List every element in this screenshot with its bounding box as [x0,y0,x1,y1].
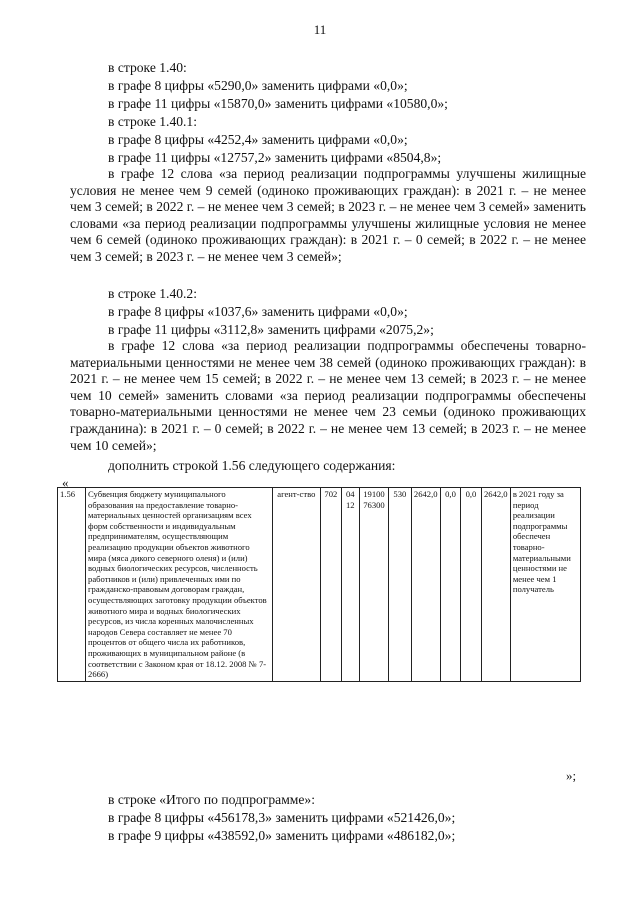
paragraph: в графе 8 цифры «5290,0» заменить цифрами «0,0»; [108,78,408,93]
cell-2022: 0,0 [440,488,460,682]
cell-executor: агент-ство [272,488,321,682]
cell-2021: 2642,0 [411,488,440,682]
paragraph: в строке 1.40: [108,60,187,75]
paragraph: в графе 12 слова «за период реализации подпрограммы улучшены жилищные условия не менее чем 9 семей (одиноко проживающих граждан): в 2021 г. – не менее чем 3 семей; в 2022 г. – не менее чем 3 семей; в 2023 г. – не менее чем 3 семей» заменить словами «за период реализации подпрограммы улучшены жилищные условия не менее чем 6 семей (одиноко проживающих граждан): в 2021 г. – 0 семей; в 2022 г. – не менее чем 3 семей; в 2023 г. – не менее чем 3 семей»; [70,166,586,264]
paragraph: в строке 1.40.1: [108,114,198,129]
paragraph: в графе 9 цифры «438592,0» заменить цифрами «486182,0»; [108,828,456,843]
paragraph: в графе 11 цифры «12757,2» заменить цифрами «8504,8»; [108,150,442,165]
quote-close: »; [566,768,577,783]
cell-number: 1.56 [58,488,86,682]
paragraph: в строке 1.40.2: [108,286,198,301]
paragraph: в графе 8 цифры «4252,4» заменить цифрами «0,0»; [108,132,408,147]
paragraph: в графе 8 цифры «456178,3» заменить цифрами «521426,0»; [108,810,456,825]
cell-vr: 530 [389,488,412,682]
cell-result: в 2021 году за период реализации подпрограммы обеспечен товарно-материальными ценностями не менее чем 1 получатель [510,488,580,682]
cell-sum: 2642,0 [481,488,510,682]
cell-csr: 19100 76300 [359,488,388,682]
page-number: 11 [313,22,327,37]
quote-open: « [62,475,69,490]
paragraph: в графе 11 цифры «3112,8» заменить цифрами «2075,2»; [108,322,434,337]
table-row [58,488,581,682]
cell-2023: 0,0 [461,488,481,682]
paragraph: в графе 11 цифры «15870,0» заменить цифрами «10580,0»; [108,96,448,111]
cell-grbs: 702 [321,488,341,682]
paragraph: в строке «Итого по подпрограмме»: [108,792,316,807]
cell-name: Субвенция бюджету муниципального образования на предоставление товарно-материальных ценностей организациям всех форм собственности и индивидуальным предпринимателям, осуществляющим реализацию продукции объектов животного мира (мяса дикого северного оленя) и (или) водных биологических ресурсов, численность работников и (или) привлеченных ими по гражданско-правовым договорам граждан, осуществляющих заготовку продукции объектов животного мира и водных биологических ресурсов, из числа коренных малочисленных народов Севера составляет не менее 70 процентов от общего числа их работников, проживающих в муниципальном районе (в соответствии с Законом края от 18.12. 2008 № 7-2666) [86,488,273,682]
paragraph: в графе 8 цифры «1037,6» заменить цифрами «0,0»; [108,304,408,319]
paragraph: дополнить строкой 1.56 следующего содержания: [108,458,396,473]
cell-rzpr: 04 12 [341,488,359,682]
paragraph: в графе 12 слова «за период реализации подпрограммы обеспечены товарно-материальными ценностями не менее чем 38 семей (одиноко проживающих граждан): в 2021 г. – не менее чем 15 семей; в 2022 г. – не менее чем 13 семей; в 2023 г. – не менее чем 10 семей» заменить словами «за период реализации подпрограммы обеспечены товарно-материальными ценностями не менее чем 23 семьи (одиноко проживающих гражданина): в 2021 г. – 0 семей; в 2022 г. – не менее чем 13 семей; в 2023 г. – не менее чем 10 семей»; [70,338,586,453]
amendment-table [57,487,581,682]
